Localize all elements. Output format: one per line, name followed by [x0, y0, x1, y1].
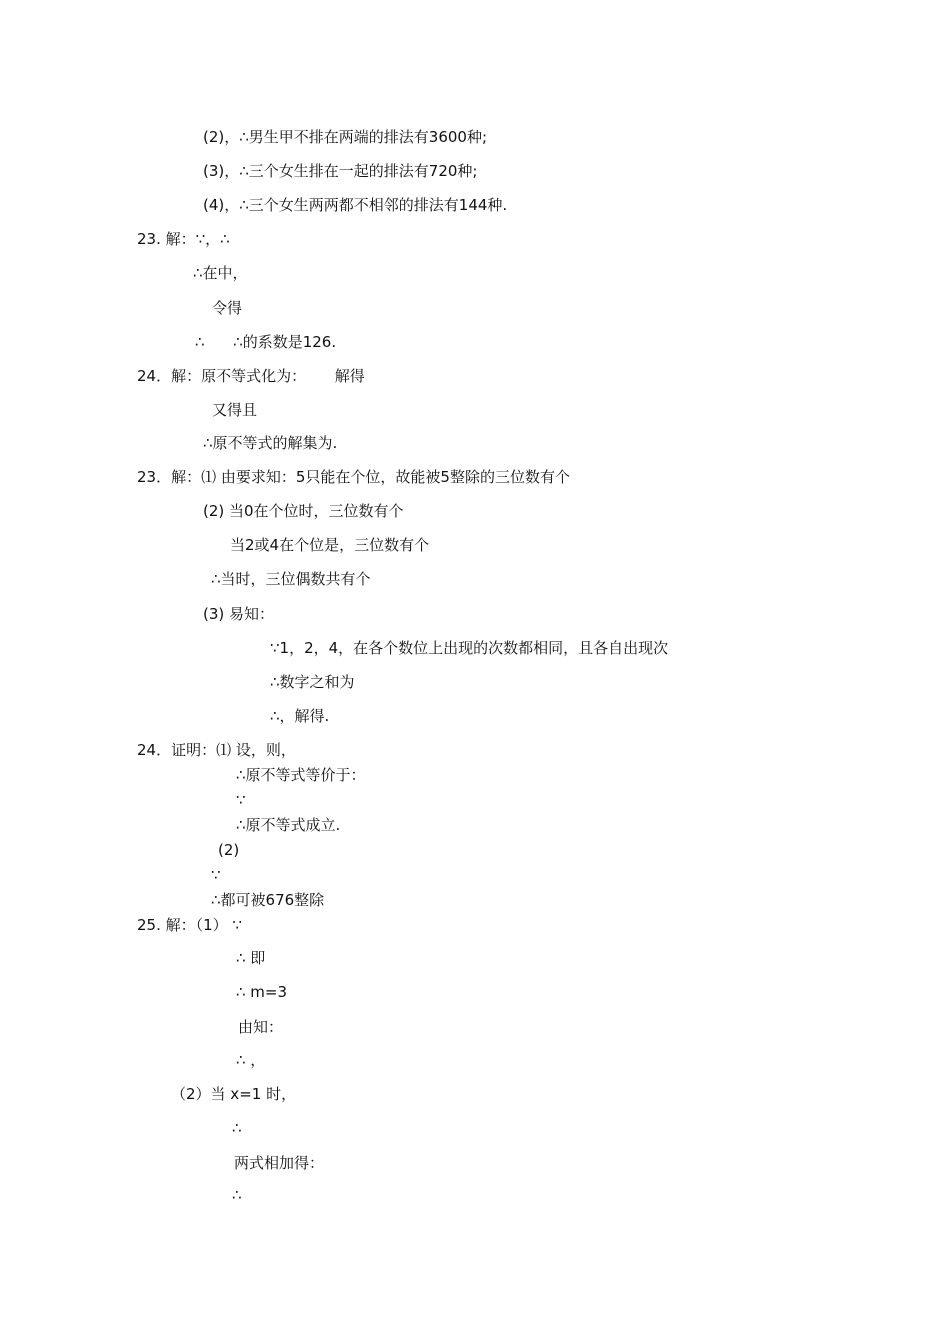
text-line: （2）当 x=1 时，	[171, 1085, 297, 1103]
text-line: 24．解：原不等式化为： 解得	[137, 367, 365, 385]
text-line: (2)，∴男生甲不排在两端的排法有3600种;	[203, 128, 488, 146]
text-line: ∴原不等式的解集为.	[203, 434, 338, 452]
text-line: ∵1，2，4，在各个数位上出现的次数都相同，且各自出现次	[270, 639, 669, 657]
text-line: ∴ ，	[236, 1051, 266, 1069]
text-line: ∴	[232, 1186, 242, 1204]
text-line: 两式相加得：	[234, 1154, 325, 1172]
text-line: (2)	[218, 841, 240, 859]
text-line: 由知：	[238, 1018, 284, 1036]
text-line: 23. 解：∵，∴	[137, 230, 230, 248]
text-line: (2) 当0在个位时，三位数有个	[203, 502, 404, 520]
text-line: ∵	[236, 791, 246, 809]
text-line: 当2或4在个位是，三位数有个	[230, 536, 430, 554]
text-line: 令得	[212, 299, 243, 317]
text-line: 25. 解：（1） ∵	[137, 916, 242, 934]
text-line: 24．证明：⑴ 设，则，	[137, 741, 296, 759]
text-line: (3) 易知：	[203, 605, 275, 623]
text-line: 23．解：⑴ 由要求知：5只能在个位，故能被5整除的三位数有个	[137, 468, 570, 486]
text-line: ∴当时，三位偶数共有个	[211, 570, 371, 588]
text-line: ∴原不等式等价于：	[236, 766, 366, 784]
text-line: (3)，∴三个女生排在一起的排法有720种;	[203, 162, 478, 180]
text-line: ∴ m=3	[236, 983, 288, 1001]
text-line: ∴数字之和为	[270, 673, 355, 691]
text-line: ∴在中，	[193, 264, 248, 282]
text-line: 又得且	[212, 401, 258, 419]
text-line: ∴，解得.	[270, 707, 330, 725]
text-line: ∴ ∴的系数是126.	[195, 333, 337, 351]
text-line: (4)，∴三个女生两两都不相邻的排法有144种.	[203, 196, 508, 214]
text-line: ∴ 即	[236, 949, 266, 967]
text-line: ∵	[211, 866, 221, 884]
text-line: ∴都可被676整除	[211, 891, 325, 909]
text-line: ∴原不等式成立.	[236, 816, 341, 834]
text-line: ∴	[232, 1119, 242, 1137]
